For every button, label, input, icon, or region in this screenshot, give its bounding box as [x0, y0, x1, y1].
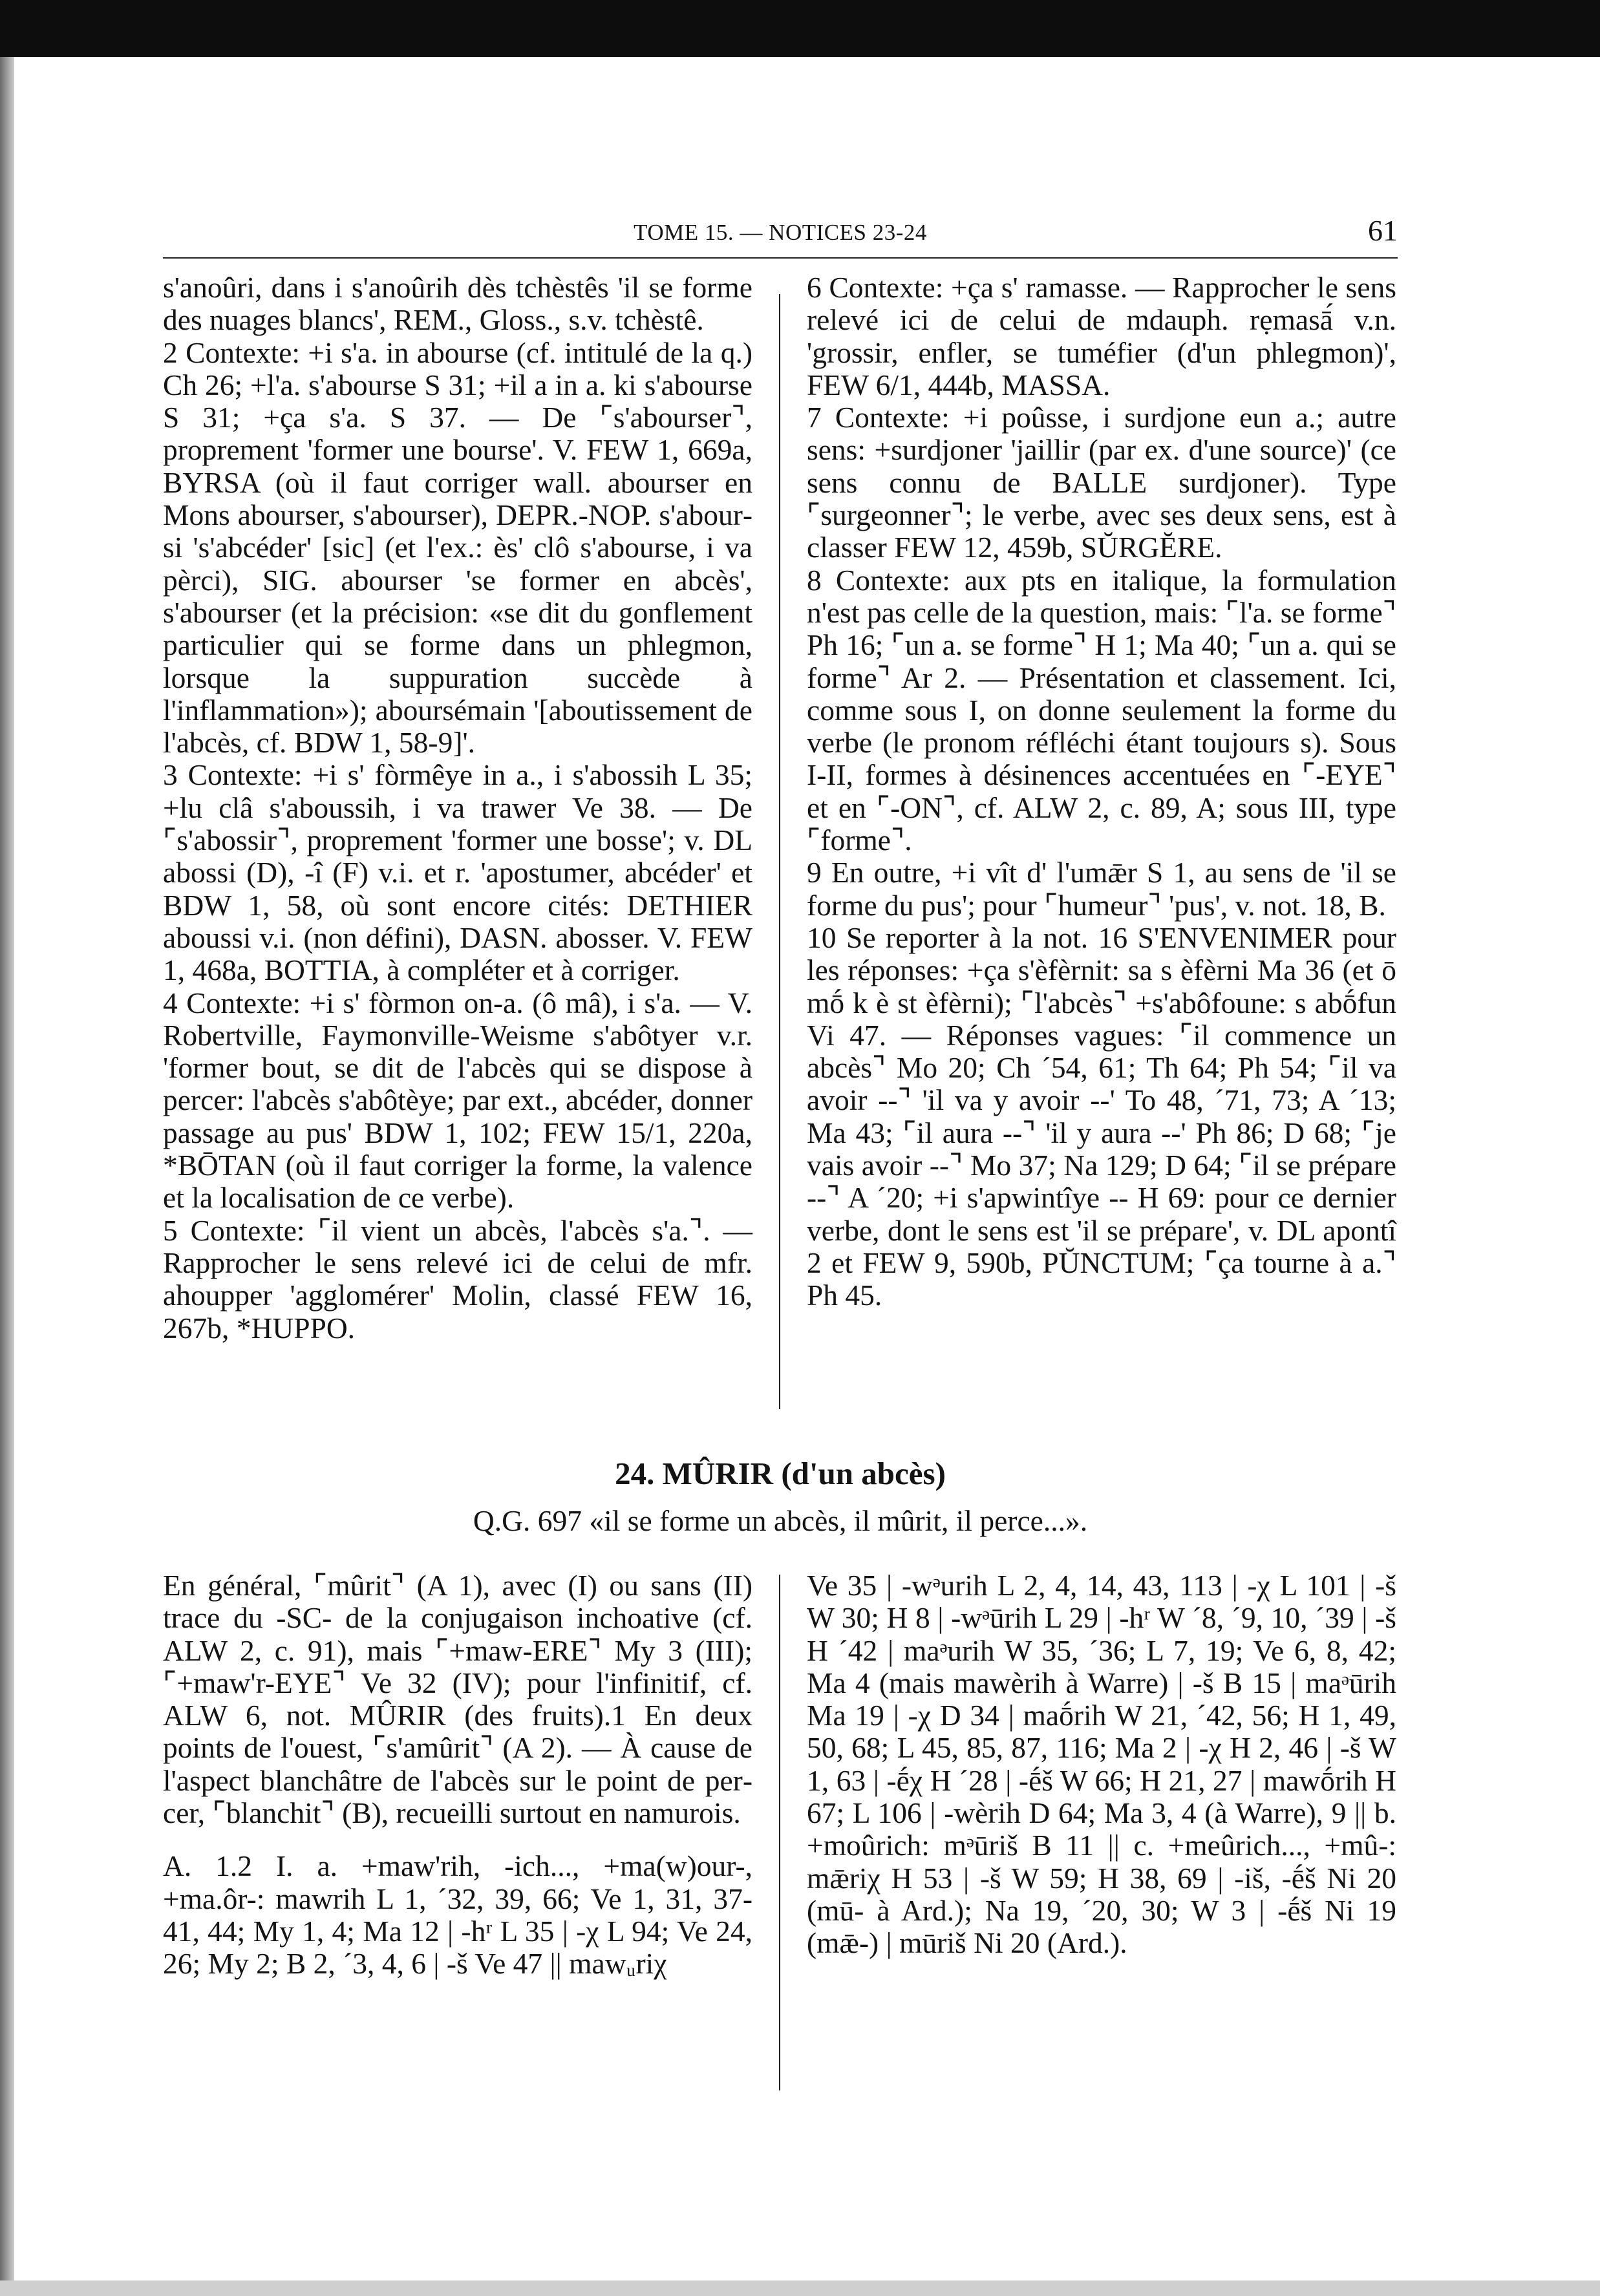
footnote-8: 8 Contexte: aux pts en italique, la formulation n'est pas celle de la question, mais: ⌜l'a. se forme⌝ Ph 16; ⌜un a. se forme⌝ H 1; Ma 40; ⌜un a. qui se forme⌝ Ar 2. — Présentation et classement. Ici, comme sous I, on donne seulement la forme du verbe (le pronom réfléchi étant toujours s). Sous I-II, formes à désinences accentuées en ⌜-EYE⌝ et en ⌜-ON⌝, cf. ALW 2, c. 89, A; sous III, type ⌜forme⌝. [807, 563, 1396, 857]
footnotes-right-column [807, 271, 1396, 1312]
footnote-7: 7 Contexte: +i poûsse, i surdjone eun a.; autre sens: +surdjoner 'jaillir (par ex. d'une source)' (ce sens connu de BALLE surdjoner). Type ⌜surgeonner⌝; le verbe, avec ses deux sens, est à classer FEW 12, 459b, SŬRGĔRE. [807, 401, 1396, 564]
scan-border-left [0, 57, 14, 2280]
entry-heading: 24. MÛRIR (d'un abcès) [615, 1456, 946, 1491]
header-rule [163, 257, 1398, 259]
scan-border-bottom [0, 2280, 1600, 2296]
entry-section-a: A. 1.2 I. a. +maw'rih, -ich..., +ma(w)our-, +ma.ôr-: mawrih L 1, ´32, 39, 66; Ve 1, 31, 37-41, 44; My 1, 4; Ma 12 | -hʳ L 35 | -χ L 94; Ve 24, 26; My 2; B 2, ´3, 4, 6 | -š Ve 47 || mawᵤriχ [163, 1849, 752, 1981]
footnote-2: 2 Contexte: +i s'a. in abourse (cf. intitulé de la q.) Ch 26; +l'a. s'abourse S 31; +il a in a. ki s'abourse S 31; +ça s'a. S 37. — De ⌜s'abourser⌝, proprement 'former une bourse'. V. FEW 1, 669a, BYRSA (où il faut corriger wall. abourser en Mons abourser, s'abourser), DEPR.-NOP. s'aboursi 's'abcéder' [sic] (et l'ex.: ès' clô s'abourse, i va pèrci), SIG. abourser 'se former en abcès', s'abourser (et la précision: «se dit du gonflement particulier qui se forme dans un phlegmon, lorsque la suppuration succède à l'inflammation»); aboursémain '[aboutissement de l'abcès, cf. BDW 1, 58-9]'. [163, 335, 752, 760]
running-head-title: TOME 15. — NOTICES 23-24 [634, 220, 927, 245]
page-number: 61 [1368, 214, 1398, 247]
footnote-6: 6 Contexte: +ça s' ramasse. — Rapprocher le sens relevé ici de celui de mdauph. rẹmasā́ v.n. 'grossir, enfler, se tuméfier (d'un phlegmon)', FEW 6/1, 444b, MASSA. [807, 271, 1396, 401]
footnote-10: 10 Se reporter à la not. 16 S'ENVENIMER pour les réponses: +ça s'èfèrnit: sa s èfèrni Ma 36 (et ō mṓ k è st èfèrni); ⌜l'abcès⌝ +s'abôfoune: s abṓfun Vi 47. — Réponses vagues: ⌜il commence un abcès⌝ Mo 20; Ch ´54, 61; Th 64; Ph 54; ⌜il va avoir --⌝ 'il va y avoir --' To 48, ´71, 73; A ´13; Ma 43; ⌜il aura --⌝ 'il y aura --' Ph 86; D 68; ⌜je vais avoir --⌝ Mo 37; Na 129; D 64; ⌜il se prépare --⌝ A ´20; +i s'apwintîye -- H 69: pour ce dernier verbe, dont le sens est 'il se prépare', v. DL apontî 2 et FEW 9, 590b, PŬNCTUM; ⌜ça tourne à a.⌝ Ph 45. [807, 920, 1396, 1312]
entry-section-a-continuation: Ve 35 | -wᵊurih L 2, 4, 14, 43, 113 | -χ L 101 | -š W 30; H 8 | -wᵊūrih L 29 | -hʳ W ´8, ´9, 10, ´39 | -š H ´42 | maᵊurih W 35, ´36; L 7, 19; Ve 6, 8, 42; Ma 4 (mais mawèrih à Warre) | -š B 15 | maᵊūrih Ma 19 | -χ D 34 | maṓrih W 21, ´42, 56; H 1, 49, 50, 68; L 45, 85, 87, 116; Ma 2 | -χ H 2, 46 | -š W 1, 63 | -ḗχ H ´28 | -ḗš W 66; H 21, 27 | mawṓrih H 67; L 106 | -wèrih D 64; Ma 3, 4 (à Warre), 9 || b. +moûrich: mᵊūriš B 11 || c. +meûrich..., +mû-: mǣriχ H 53 | -š W 59; H 38, 69 | -iš, -ḗš Ni 20 (mū- à Ard.); Na 19, ´20, 30; W 3 | -ḗš Ni 19 (mǣ-) | mūriš Ni 20 (Ard.). [807, 1569, 1396, 1960]
column-divider-bottom [779, 1575, 780, 2090]
entry-question: Q.G. 697 «il se forme un abcès, il mûrit, il perce...». [473, 1504, 1088, 1537]
column-divider-top [779, 294, 780, 1409]
entry-body-left-column [163, 1569, 752, 1981]
footnote-5: 5 Contexte: ⌜il vient un abcès, l'abcès s'a.⌝. — Rapprocher le sens relevé ici de celui de mfr. ahoupper 'agglomérer' Molin, classé FEW 16, 267b, *HUPPO. [163, 1213, 752, 1345]
footnote-4: 4 Contexte: +i s' fòrmon on-a. (ô mâ), i s'a. — V. Robertville, Faymonville-Weisme s'abôtyer v.r. 'former bout, se dit de l'abcès qui se dispose à percer: l'abcès s'abôtèye; par ext., abcéder, donner passage au pus' BDW 1, 102; FEW 15/1, 220a, *BŌTAN (où il faut corriger la forme, la valence et la localisation de ce verbe). [163, 986, 752, 1215]
entry-intro-paragraph: En général, ⌜mûrit⌝ (A 1), avec (I) ou sans (II) trace du -SC- de la conjugaison inchoative (cf. ALW 2, c. 91), mais ⌜+maw-ERE⌝ My 3 (III); ⌜+maw'r-EYE⌝ Ve 32 (IV); pour l'infinitif, cf. ALW 6, not. MÛRIR (des fruits).1 En deux points de l'ouest, ⌜s'amûrit⌝ (A 2). — À cause de l'aspect blanchâtre de l'abcès sur le point de percer, ⌜blanchit⌝ (B), recueilli surtout en namurois. [163, 1569, 752, 1830]
footnote-3: 3 Contexte: +i s' fòrmêye in a., i s'abossih L 35; +lu clâ s'aboussih, i va trawer Ve 38. — De ⌜s'abossir⌝, proprement 'former une bosse'; v. DL abossi (D), -î (F) v.i. et r. 'apostumer, abcéder' et BDW 1, 58, où sont encore cités: DETHIER aboussi v.i. (non défini), DASN. abosser. V. FEW 1, 468a, BOTTIA, à compléter et à corriger. [163, 758, 752, 987]
entry-body-right-column [807, 1569, 1396, 1960]
scan-border-top [0, 0, 1600, 57]
footnote-9: 9 En outre, +i vît d' l'umǣr S 1, au sens de 'il se forme du pus'; pour ⌜humeur⌝ 'pus', v. not. 18, B. [807, 856, 1396, 922]
footnotes-left-column [163, 271, 752, 1345]
footnote-1-continuation: s'anoûri, dans i s'anoûrih dès tchèstês 'il se forme des nuages blancs', REM., Gloss., s.v. tchèstê. [163, 271, 752, 337]
running-head [163, 213, 1398, 252]
